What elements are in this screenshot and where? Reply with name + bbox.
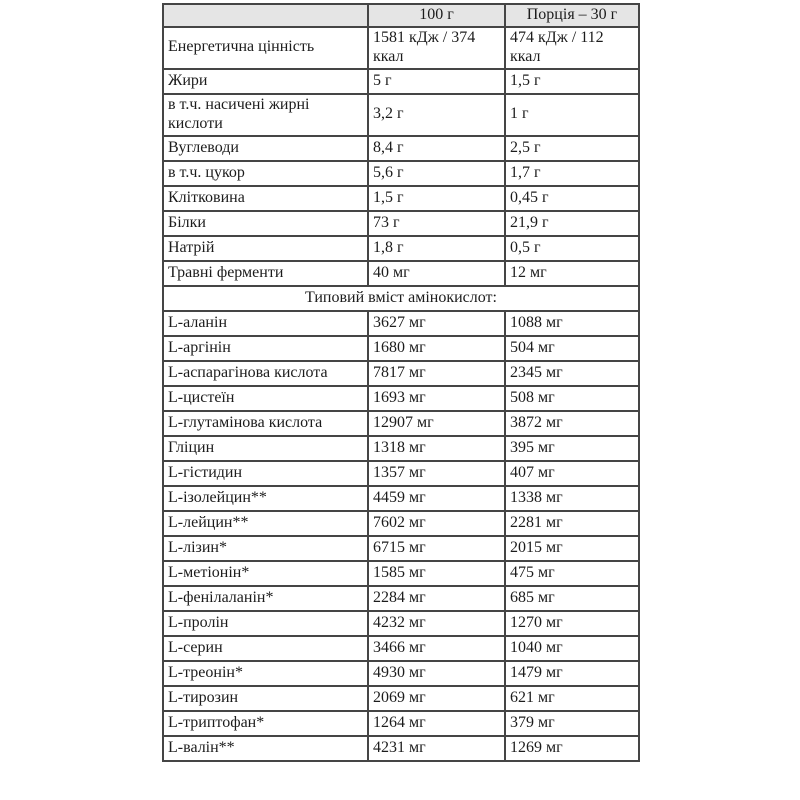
value-per-portion: 2281 мг [505, 511, 639, 536]
table-row [163, 161, 639, 186]
value-per-portion: 395 мг [505, 436, 639, 461]
table-row [163, 661, 639, 686]
value-per-100g: 7602 мг [368, 511, 505, 536]
table-row [163, 386, 639, 411]
table-row [163, 236, 639, 261]
table-row [163, 186, 639, 211]
value-per-100g: 1585 мг [368, 561, 505, 586]
header-cell-empty [163, 4, 368, 27]
table-row [163, 411, 639, 436]
amino-acid-rows [163, 311, 639, 761]
section-header-row [163, 286, 639, 311]
value-per-100g: 1581 кДж / 374 ккал [368, 27, 505, 69]
row-label: в т.ч. насичені жирні кислоти [163, 94, 368, 136]
value-per-100g: 2069 мг [368, 686, 505, 711]
value-per-portion: 1269 мг [505, 736, 639, 761]
value-per-100g: 1318 мг [368, 436, 505, 461]
table-row [163, 561, 639, 586]
nutrition-rows [163, 27, 639, 286]
row-label: L-пролін [163, 611, 368, 636]
value-per-portion: 2,5 г [505, 136, 639, 161]
value-per-100g: 1680 мг [368, 336, 505, 361]
value-per-portion: 1088 мг [505, 311, 639, 336]
row-label: L-цистеїн [163, 386, 368, 411]
value-per-portion: 12 мг [505, 261, 639, 286]
table-row [163, 461, 639, 486]
value-per-portion: 0,5 г [505, 236, 639, 261]
value-per-100g: 4459 мг [368, 486, 505, 511]
row-label: L-валін** [163, 736, 368, 761]
table-row [163, 69, 639, 94]
row-label: L-фенілаланін* [163, 586, 368, 611]
table-row [163, 536, 639, 561]
value-per-portion: 475 мг [505, 561, 639, 586]
section-header: Типовий вміст амінокислот: [163, 286, 639, 311]
row-label: L-аргінін [163, 336, 368, 361]
header-cell-per-100g: 100 г [368, 4, 505, 27]
value-per-100g: 4930 мг [368, 661, 505, 686]
row-label: Енергетична цінність [163, 27, 368, 69]
value-per-100g: 3466 мг [368, 636, 505, 661]
header-row [163, 4, 639, 27]
value-per-portion: 2015 мг [505, 536, 639, 561]
value-per-100g: 40 мг [368, 261, 505, 286]
row-label: Жири [163, 69, 368, 94]
value-per-portion: 3872 мг [505, 411, 639, 436]
table-row [163, 94, 639, 136]
value-per-100g: 1264 мг [368, 711, 505, 736]
value-per-100g: 5 г [368, 69, 505, 94]
value-per-100g: 4232 мг [368, 611, 505, 636]
row-label: L-тирозин [163, 686, 368, 711]
value-per-100g: 5,6 г [368, 161, 505, 186]
value-per-100g: 1357 мг [368, 461, 505, 486]
table-row [163, 736, 639, 761]
value-per-portion: 1338 мг [505, 486, 639, 511]
row-label: Вуглеводи [163, 136, 368, 161]
row-label: L-глутамінова кислота [163, 411, 368, 436]
value-per-portion: 474 кДж / 112 ккал [505, 27, 639, 69]
value-per-portion: 21,9 г [505, 211, 639, 236]
section-header-body [163, 286, 639, 311]
row-label: Білки [163, 211, 368, 236]
value-per-100g: 3627 мг [368, 311, 505, 336]
value-per-100g: 2284 мг [368, 586, 505, 611]
value-per-portion: 1,5 г [505, 69, 639, 94]
value-per-100g: 4231 мг [368, 736, 505, 761]
value-per-100g: 73 г [368, 211, 505, 236]
value-per-portion: 2345 мг [505, 361, 639, 386]
table-row [163, 486, 639, 511]
row-label: L-аланін [163, 311, 368, 336]
row-label: L-гістидин [163, 461, 368, 486]
value-per-portion: 1479 мг [505, 661, 639, 686]
value-per-100g: 7817 мг [368, 361, 505, 386]
header-cell-per-portion: Порція – 30 г [505, 4, 639, 27]
table-row [163, 211, 639, 236]
table-row [163, 511, 639, 536]
value-per-100g: 1,8 г [368, 236, 505, 261]
row-label: L-лейцин** [163, 511, 368, 536]
value-per-portion: 621 мг [505, 686, 639, 711]
table-row [163, 136, 639, 161]
value-per-portion: 0,45 г [505, 186, 639, 211]
value-per-100g: 12907 мг [368, 411, 505, 436]
value-per-100g: 6715 мг [368, 536, 505, 561]
table-row [163, 27, 639, 69]
row-label: Травні ферменти [163, 261, 368, 286]
value-per-100g: 3,2 г [368, 94, 505, 136]
row-label: L-аспарагінова кислота [163, 361, 368, 386]
row-label: L-серин [163, 636, 368, 661]
value-per-100g: 1,5 г [368, 186, 505, 211]
row-label: в т.ч. цукор [163, 161, 368, 186]
table-row [163, 711, 639, 736]
row-label: Гліцин [163, 436, 368, 461]
value-per-portion: 1,7 г [505, 161, 639, 186]
table-row [163, 336, 639, 361]
table-row [163, 636, 639, 661]
table-row [163, 436, 639, 461]
table-row [163, 611, 639, 636]
nutrition-table [162, 3, 640, 762]
value-per-100g: 8,4 г [368, 136, 505, 161]
value-per-portion: 504 мг [505, 336, 639, 361]
value-per-portion: 1270 мг [505, 611, 639, 636]
table-row [163, 586, 639, 611]
table-row [163, 361, 639, 386]
value-per-portion: 407 мг [505, 461, 639, 486]
row-label: L-триптофан* [163, 711, 368, 736]
value-per-portion: 508 мг [505, 386, 639, 411]
table-row [163, 261, 639, 286]
row-label: L-лізин* [163, 536, 368, 561]
value-per-portion: 685 мг [505, 586, 639, 611]
value-per-portion: 1 г [505, 94, 639, 136]
value-per-portion: 379 мг [505, 711, 639, 736]
table-row [163, 686, 639, 711]
row-label: L-ізолейцин** [163, 486, 368, 511]
value-per-100g: 1693 мг [368, 386, 505, 411]
row-label: Клітковина [163, 186, 368, 211]
value-per-portion: 1040 мг [505, 636, 639, 661]
row-label: L-треонін* [163, 661, 368, 686]
table-row [163, 311, 639, 336]
row-label: Натрій [163, 236, 368, 261]
row-label: L-метіонін* [163, 561, 368, 586]
